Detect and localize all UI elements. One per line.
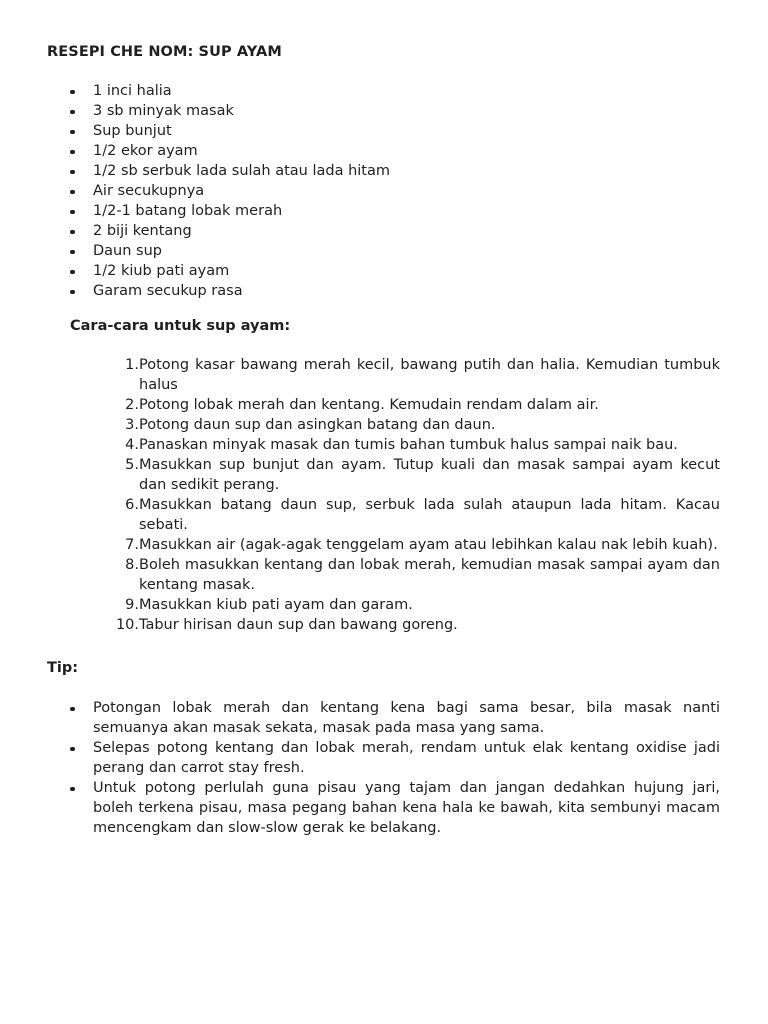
step-item [100,555,720,595]
tip-item: Untuk potong perlulah guna pisau yang tajam dan jangan dedahkan hujung jari, boleh terkena pisau, masa pegang bahan kena hala ke bawah, kita sembunyi macam mencengkam dan slow-slow gerak ke belakang. [47,778,720,838]
ingredient-item: 3 sb minyak masak [47,101,727,121]
step-text: Potong lobak merah dan kentang. Kemudain rendam dalam air. [139,397,599,413]
step-number: 8. [125,557,139,573]
step-text: Masukkan sup bunjut dan ayam. Tutup kuali dan masak sampai ayam kecut dan sedikit perang. [139,457,720,493]
step-item [100,495,720,535]
step-number: 6. [125,497,139,513]
step-text: Boleh masukkan kentang dan lobak merah, kemudian masak sampai ayam dan kentang masak. [139,557,720,593]
tip-list [47,698,720,838]
step-text: Potong kasar bawang merah kecil, bawang putih dan halia. Kemudian tumbuk halus [139,357,720,393]
tip-item: Potongan lobak merah dan kentang kena bagi sama besar, bila masak nanti semuanya akan masak sekata, masak pada masa yang sama. [47,698,720,738]
step-item [100,395,720,415]
step-number: 9. [125,597,139,613]
method-heading: Cara-cara untuk sup ayam: [70,318,291,334]
step-item [100,435,720,455]
step-text: Masukkan air (agak-agak tenggelam ayam atau lebihkan kalau nak lebih kuah). [139,537,718,553]
step-number: 7. [125,537,139,553]
tip-item: Selepas potong kentang dan lobak merah, rendam untuk elak kentang oxidise jadi perang dan carrot stay fresh. [47,738,720,778]
step-item [100,355,720,395]
step-number: 1. [125,357,139,373]
step-text: Tabur hirisan daun sup dan bawang goreng. [139,617,458,633]
step-number: 4. [125,437,139,453]
ingredient-item: 1/2 kiub pati ayam [47,261,727,281]
step-item [100,535,720,555]
ingredient-item: Sup bunjut [47,121,727,141]
ingredient-item: Air secukupnya [47,181,727,201]
ingredient-item: 1/2 ekor ayam [47,141,727,161]
tip-heading: Tip: [47,660,79,676]
step-text: Masukkan kiub pati ayam dan garam. [139,597,413,613]
ingredient-list [47,81,727,301]
step-number: 3. [125,417,139,433]
ingredient-item: 1/2 sb serbuk lada sulah atau lada hitam [47,161,727,181]
ingredient-item: 1 inci halia [47,81,727,101]
step-item [100,455,720,495]
step-item [100,615,720,635]
step-item [100,595,720,615]
step-list [100,355,720,635]
ingredient-item: 2 biji kentang [47,221,727,241]
recipe-title: RESEPI CHE NOM: SUP AYAM [47,44,282,60]
step-number: 5. [125,457,139,473]
step-text: Potong daun sup dan asingkan batang dan daun. [139,417,496,433]
ingredient-item: Daun sup [47,241,727,261]
ingredient-item: 1/2-1 batang lobak merah [47,201,727,221]
step-text: Masukkan batang daun sup, serbuk lada sulah ataupun lada hitam. Kacau sebati. [139,497,720,533]
step-number: 10. [115,617,139,633]
step-item [100,415,720,435]
step-number: 2. [125,397,139,413]
step-text: Panaskan minyak masak dan tumis bahan tumbuk halus sampai naik bau. [139,437,678,453]
ingredient-item: Garam secukup rasa [47,281,727,301]
